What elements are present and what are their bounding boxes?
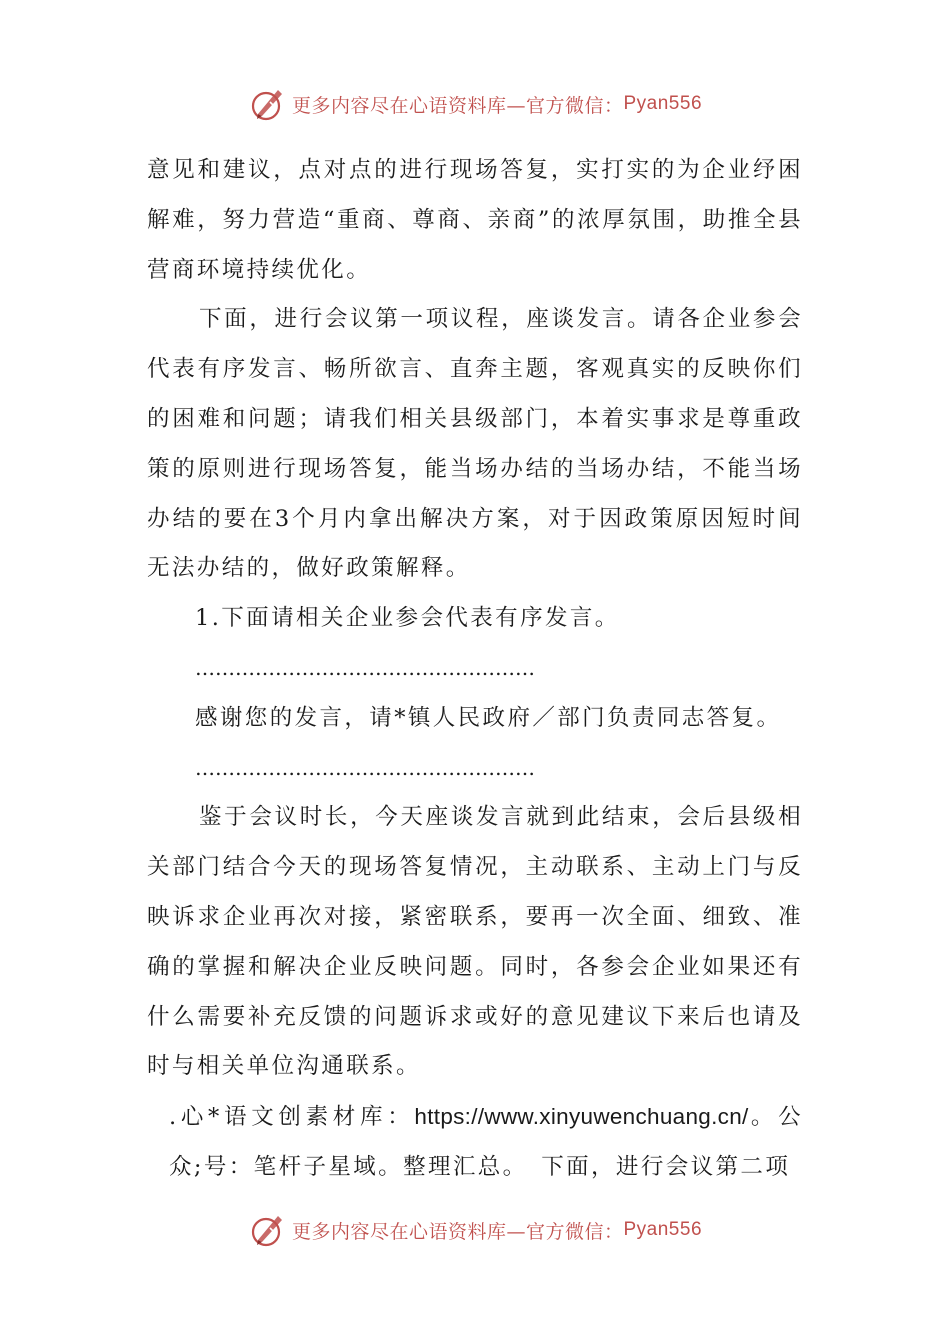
- paragraph-3: 1.下面请相关企业参会代表有序发言。: [195, 605, 620, 632]
- wechat-id: Pyan556: [623, 93, 703, 114]
- ellipsis-line-2: ……………………………………………: [195, 755, 535, 780]
- quill-pen-logo-icon: [248, 84, 288, 124]
- ellipsis-line-1: ……………………………………………: [195, 655, 535, 680]
- paragraph-5: 鉴于会议时长，今天座谈发言就到此结束，会后县级相关部门结合今天的现场答复情况，主动联系、主动上门与反映诉求企业再次对接，紧密联系，要再一次全面、细致、准确的掌握和解决企业反映问题。同时，各参会企业如果还有什么需要补充反馈的问题诉求或好的意见建议下来后也请及时与相关单位沟通联系。: [147, 804, 803, 1080]
- wechat-id: Pyan556: [623, 1219, 703, 1240]
- source-tail: 。公众;号：笔杆子星域。整理汇总。 下面，进行会议第二项: [169, 1104, 803, 1180]
- source-url[interactable]: https://www.xinyuwenchuang.cn/: [414, 1104, 749, 1130]
- quill-pen-logo-icon: [248, 1210, 288, 1250]
- paragraph-1: 意见和建议，点对点的进行现场答复，实打实的为企业纾困解难，努力营造“重商、尊商、亲商”的浓厚氛围，助推全县营商环境持续优化。: [147, 157, 803, 283]
- paragraph-2: 下面，进行会议第一项议程，座谈发言。请各企业参会代表有序发言、畅所欲言、直奔主题，客观真实的反映你们的困难和问题；请我们相关县级部门，本着实事求是尊重政策的原则进行现场答复，能当场办结的当场办结，不能当场办结的要在3个月内拿出解决方案，对于因政策原因短时间无法办结的，做好政策解释。: [147, 306, 803, 582]
- document-body: [147, 146, 803, 1193]
- source-label: .心*语文创素材库：: [169, 1104, 415, 1131]
- paragraph-4: 感谢您的发言，请*镇人民政府／部门负责同志答复。: [195, 704, 782, 731]
- banner-text: 更多内容尽在心语资料库—官方微信：: [291, 94, 624, 117]
- footer-banner: [0, 1208, 950, 1252]
- banner-text: 更多内容尽在心语资料库—官方微信：: [291, 1220, 624, 1243]
- header-banner: [0, 82, 950, 126]
- paragraph-6: [147, 1092, 803, 1193]
